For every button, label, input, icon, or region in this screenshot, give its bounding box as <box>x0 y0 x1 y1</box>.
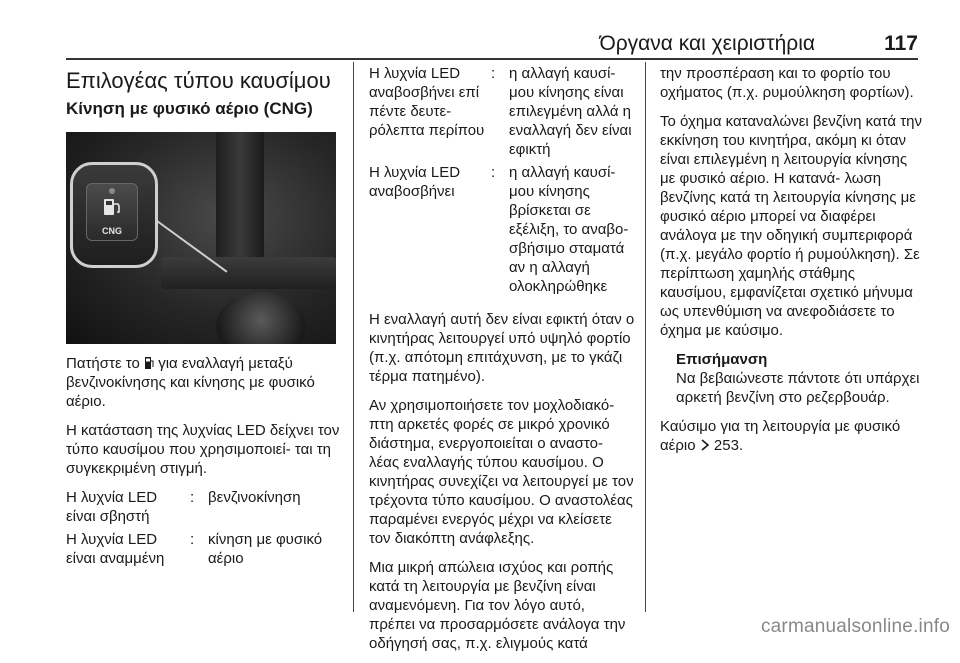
led-indicator <box>109 188 115 194</box>
fuel-selector-button <box>86 183 138 241</box>
center-console <box>161 257 336 289</box>
column-divider <box>353 62 354 612</box>
paragraph: Η κατάσταση της λυχνίας LED δείχνει τον τύπο καυσίμου που χρησιμοποιεί- ται τη συγκεκριμένη στιγμή. <box>66 422 340 477</box>
gear-knob <box>216 292 306 344</box>
cross-reference-icon <box>700 439 710 451</box>
led-status-table <box>369 64 635 300</box>
paragraph <box>66 354 340 411</box>
column-2 <box>369 64 635 663</box>
table-cell-condition: Η λυχνία LED είναι αναμμένη <box>66 531 165 567</box>
note-body: Να βεβαιώνεστε πάντοτε ότι υπάρχει αρκετή βενζίνη στο ρεζερβουάρ. <box>676 370 920 406</box>
paragraph: Το όχημα καταναλώνει βενζίνη κατά την εκκίνηση του κινητήρα, ακόμη κι όταν είναι επιλεγμένη η λειτουργία κίνησης με φυσικό αέριο. Η κατανά- λωση βενζίνης κατά τη λειτουργία κίνησης με φυσικό αέριο μπορεί να διαφέρει ανάλογα με την οδηγική συμπεριφορά (π.χ. μεγάλο φορτίο ή ρυμούλκηση). Σε περίπτωση χαμηλής στάθμης καυσίμου, εμφανίζεται σχετικό μήνυμα ως υπενθύμιση να ανεφοδιάσετε το όχημα με καύσιμο. <box>660 113 922 339</box>
table-cell-meaning: η αλλαγή καυσί- μου κίνησης βρίσκεται σε εξέλιξη, το αναβο- σβήσιμο σταματά αν η αλλαγή ολοκληρώθηκε <box>509 164 629 295</box>
fuel-pump-icon <box>144 356 154 370</box>
table-cell-meaning: η αλλαγή καυσί- μου κίνησης είναι επιλεγμένη αλλά η εναλλαγή δεν είναι εφικτή <box>509 65 632 158</box>
zoom-inset <box>70 162 158 268</box>
cng-label: CNG <box>102 226 122 236</box>
led-status-table <box>66 488 340 572</box>
paragraph: Η εναλλαγή αυτή δεν είναι εφικτή όταν ο κινητήρας λειτουργεί υπό υψηλό φορτίο (π.χ. απότομη επιτάχυνση, με το γκάζι τέρμα πατημένο). <box>369 311 635 385</box>
table-cell-separator: : <box>491 164 496 181</box>
page-number: 117 <box>884 32 918 55</box>
fuel-pump-icon <box>101 196 123 218</box>
column-3 <box>660 64 922 465</box>
paragraph: την προσπέραση και το φορτίο του οχήματος (π.χ. ρυμούλκηση φορτίων). <box>660 65 914 101</box>
table-cell-meaning: βενζινοκίνηση <box>208 489 301 506</box>
paragraph-text: Καύσιμο για τη λειτουργία με φυσικό αέριο <box>660 418 901 454</box>
paragraph: Μια μικρή απώλεια ισχύος και ροπής κατά τη λειτουργία με βενζίνη είναι αναμενόμενη. Για τον λόγο αυτό, πρέπει να προσαρμόσετε ανάλογα την οδήγησή σας, π.χ. ελιγμούς κατά <box>369 559 626 652</box>
page-reference-link[interactable]: 253. <box>713 437 744 454</box>
running-header-title: Όργανα και χειριστήρια <box>599 32 815 55</box>
column-divider <box>645 62 646 612</box>
table-cell-condition: Η λυχνία LED αναβοσβήνει επί πέντε δευτε- ρόλεπτα περίπου <box>369 65 485 139</box>
note-title: Επισήμανση <box>676 351 768 368</box>
table-cell-separator: : <box>190 531 195 548</box>
section-title: Επιλογέας τύπου καυσίμου <box>66 68 331 93</box>
watermark: carmanualsonline.info <box>760 616 950 637</box>
paragraph <box>660 417 922 455</box>
paragraph-text: για εναλλαγή μεταξύ βενζινοκίνησης και κίνησης με φυσικό αέριο. <box>66 355 315 410</box>
paragraph-text: Πατήστε το <box>66 355 140 372</box>
table-cell-separator: : <box>190 489 195 506</box>
header-rule <box>66 58 918 60</box>
table-cell-separator: : <box>491 65 496 82</box>
table-cell-condition: Η λυχνία LED είναι σβηστή <box>66 489 158 525</box>
paragraph: Αν χρησιμοποιήσετε τον μοχλοδιακό- πτη αρκετές φορές σε μικρό χρονικό διάστημα, ενεργοποιείται ο αναστο- λέας εναλλαγής τύπου καυσίμου. Ο κινητήρας συνεχίζει να λειτουργεί με τον τρέχοντα τύπο καυσίμου. Ο αναστολέας παραμένει ενεργός μέχρι να κλείσετε τον διακόπτη ανάφλεξης. <box>369 397 634 547</box>
cng-switch-photo <box>66 132 336 344</box>
subsection-title: Κίνηση με φυσικό αέριο (CNG) <box>66 99 313 118</box>
table-cell-condition: Η λυχνία LED αναβοσβήνει <box>369 164 461 200</box>
table-cell-meaning: κίνηση με φυσικό αέριο <box>208 531 323 567</box>
column-1 <box>66 64 340 574</box>
